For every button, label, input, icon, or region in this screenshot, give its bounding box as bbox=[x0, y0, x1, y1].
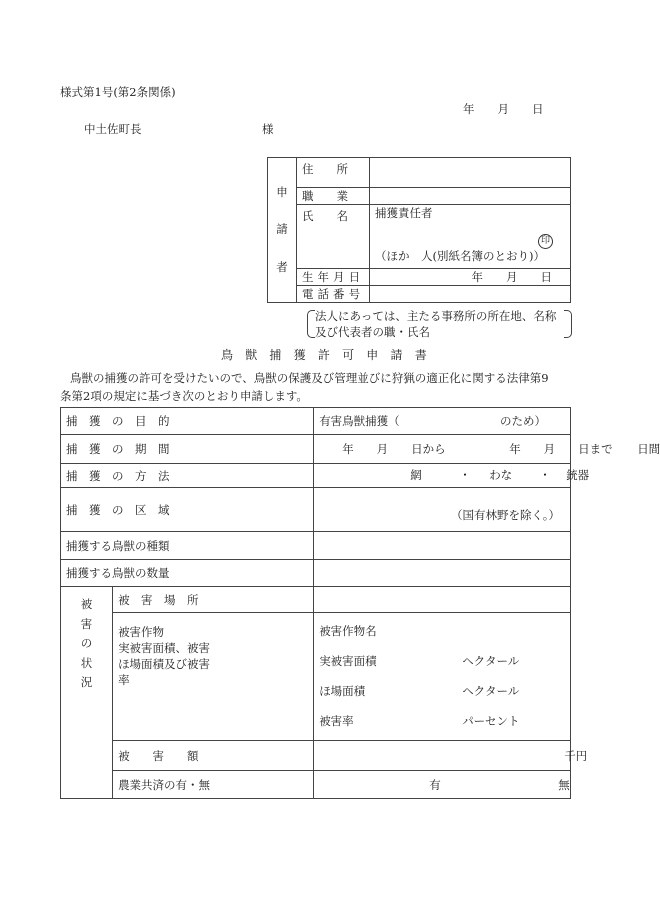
method-gun: 銃器 bbox=[566, 468, 590, 482]
purpose-field[interactable] bbox=[314, 408, 571, 435]
corp-note-left-bracket bbox=[307, 310, 315, 338]
corp-note-line2: 及び代表者の職・氏名 bbox=[315, 325, 430, 339]
method-sep1: ・ bbox=[459, 468, 471, 482]
name-note: 捕獲責任者 bbox=[375, 206, 433, 220]
address-label: 住 所 bbox=[302, 162, 348, 176]
area-label: 捕 獲 の 区 域 bbox=[66, 502, 170, 517]
count-label: 捕獲する鳥獣の数量 bbox=[66, 566, 170, 580]
species-field[interactable] bbox=[314, 532, 571, 560]
crop-name-label: 被害作物名 bbox=[319, 624, 377, 638]
corp-note-line1: 法人にあっては、主たる事務所の所在地、名称 bbox=[315, 309, 557, 323]
method-label: 捕 獲 の 方 法 bbox=[66, 468, 170, 483]
insurance-no: 無 bbox=[558, 778, 570, 792]
amount-field[interactable] bbox=[314, 741, 588, 771]
method-trap: わな bbox=[489, 468, 513, 482]
period-field[interactable] bbox=[314, 435, 660, 464]
amount-label: 被 害 額 bbox=[118, 748, 199, 763]
crops-label: 被害作物 実被害面積、被害 ほ場面積及び被害 率 bbox=[113, 613, 314, 741]
purpose-suffix: のため） bbox=[500, 414, 546, 428]
birth-value: 年 月 日 bbox=[471, 270, 552, 284]
corp-note bbox=[315, 308, 556, 340]
count-field[interactable] bbox=[314, 560, 571, 587]
damage-place-label: 被 害 場 所 bbox=[118, 592, 199, 607]
addressee-honorific: 様 bbox=[262, 122, 274, 136]
method-net: 網 bbox=[410, 468, 422, 482]
phone-label: 電話番号 bbox=[302, 287, 365, 301]
insurance-field[interactable] bbox=[314, 771, 571, 799]
rate-unit: パーセント bbox=[462, 714, 520, 728]
amount-unit: 千円 bbox=[564, 749, 588, 763]
document-title: 鳥 獣 捕 獲 許 可 申 請 書 bbox=[221, 348, 431, 362]
field-area-label: ほ場面積 bbox=[319, 684, 366, 698]
name-label: 氏 名 bbox=[302, 209, 348, 223]
actual-area-unit: ヘクタール bbox=[462, 654, 520, 668]
application-table bbox=[60, 407, 660, 799]
occupation-field[interactable] bbox=[370, 188, 571, 205]
rate-label: 被害率 bbox=[319, 714, 354, 728]
damage-side-label: 被 害 の 状 況 bbox=[61, 587, 113, 799]
applicant-side-label: 申 請 者 bbox=[268, 158, 297, 303]
phone-field[interactable] bbox=[370, 286, 571, 303]
occupation-label: 職 業 bbox=[302, 189, 348, 203]
crops-field[interactable] bbox=[314, 613, 571, 741]
addressee: 中土佐町長 bbox=[84, 122, 142, 136]
seal-mark: 印 bbox=[538, 234, 553, 249]
period-days: 日間 bbox=[637, 442, 660, 456]
applicant-table bbox=[267, 157, 571, 303]
intro-line1: 鳥獣の捕獲の許可を受けたいので、鳥獣の保護及び管理並びに狩猟の適正化に関する法律第9 bbox=[70, 371, 549, 385]
area-field[interactable] bbox=[314, 488, 571, 532]
form-number: 様式第1号(第2条関係) bbox=[60, 85, 176, 99]
name-field[interactable] bbox=[370, 205, 571, 269]
purpose-value: 有害鳥獣捕獲（ bbox=[319, 414, 400, 428]
field-area-unit: ヘクタール bbox=[462, 684, 520, 698]
actual-area-label: 実被害面積 bbox=[319, 654, 377, 668]
insurance-yes: 有 bbox=[429, 778, 441, 792]
period-from: 年 月 日から bbox=[342, 442, 446, 456]
insurance-label: 農業共済の有・無 bbox=[118, 777, 211, 792]
purpose-label: 捕 獲 の 目 的 bbox=[66, 414, 170, 428]
address-field[interactable] bbox=[370, 158, 571, 188]
corp-note-right-bracket bbox=[564, 310, 572, 338]
intro-line2: 条第2項の規定に基づき次のとおり申請します。 bbox=[60, 389, 308, 403]
species-label: 捕獲する鳥獣の種類 bbox=[66, 538, 170, 553]
period-to: 年 月 日まで bbox=[509, 442, 613, 456]
period-label: 捕 獲 の 期 間 bbox=[66, 442, 170, 456]
date-line: 年 月 日 bbox=[463, 102, 544, 116]
method-field[interactable] bbox=[314, 464, 590, 488]
method-sep2: ・ bbox=[539, 468, 551, 482]
birth-label: 生年月日 bbox=[302, 270, 365, 284]
others-note: （ほか 人(別紙名簿のとおり)） bbox=[375, 249, 545, 263]
damage-place-field[interactable] bbox=[314, 587, 571, 613]
area-note: （国有林野を除く。） bbox=[450, 508, 560, 522]
